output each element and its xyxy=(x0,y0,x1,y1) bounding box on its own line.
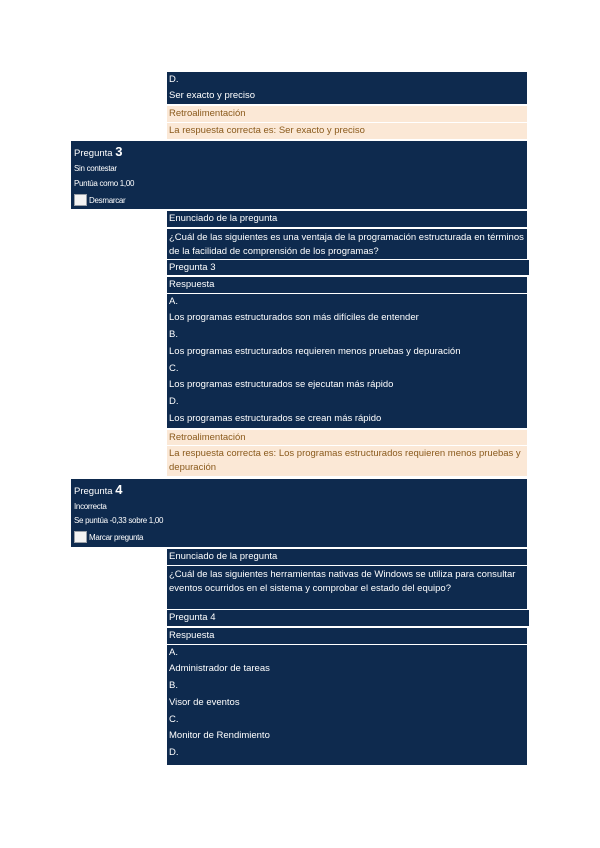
feedback-title: Retroalimentación xyxy=(167,106,527,122)
option-d-text[interactable]: Los programas estructurados se crean más rápido xyxy=(167,411,527,428)
question-info-4 xyxy=(71,479,527,547)
question-score: Puntúa como 1,00 xyxy=(74,179,135,188)
question-status: Incorrecta xyxy=(74,502,107,511)
statement-title: Enunciado de la pregunta xyxy=(167,549,527,565)
option-d-letter: D. xyxy=(167,745,527,765)
question-label: Pregunta 3 xyxy=(167,260,529,275)
question-status: Sin contestar xyxy=(74,164,117,173)
option-b-letter: B. xyxy=(167,678,527,695)
feedback-text: La respuesta correcta es: Ser exacto y preciso xyxy=(167,123,527,139)
question-score: Se puntúa -0,33 sobre 1,00 xyxy=(74,516,164,525)
question-number-label: Pregunta 4 xyxy=(74,482,123,497)
feedback-title: Retroalimentación xyxy=(167,430,527,445)
option-c-letter: C. xyxy=(167,712,527,728)
statement-text: ¿Cuál de las siguientes herramientas nativas de Windows se utiliza para consultar eventos ocurridos en el sistema y comprobar el estado del equipo? xyxy=(167,566,527,609)
option-a-text[interactable]: Administrador de tareas xyxy=(167,661,527,678)
option-c-text[interactable]: Los programas estructurados se ejecutan más rápido xyxy=(167,377,527,394)
question-info-3 xyxy=(71,141,527,209)
question-label: Pregunta 4 xyxy=(167,610,529,626)
feedback-text: La respuesta correcta es: Los programas estructurados requieren menos pruebas y depuración xyxy=(167,446,527,476)
option-a-letter: A. xyxy=(167,294,527,310)
question-number-label: Pregunta 3 xyxy=(74,144,123,159)
option-b-text[interactable]: Los programas estructurados requieren menos pruebas y depuración xyxy=(167,344,527,361)
option-b-text[interactable]: Visor de eventos xyxy=(167,695,527,712)
statement-text: ¿Cuál de las siguientes es una ventaja de la programación estructurada en términos de la facilidad de comprensión de los programas? xyxy=(167,229,527,259)
option-d-text[interactable]: Ser exacto y preciso xyxy=(167,88,527,104)
answer-label: Respuesta xyxy=(167,628,527,644)
option-d-letter: D. xyxy=(167,394,527,411)
option-c-text[interactable]: Monitor de Rendimiento xyxy=(167,728,527,745)
flag-checkbox-icon[interactable] xyxy=(74,194,87,206)
flag-label: Desmarcar xyxy=(89,195,126,205)
option-a-text[interactable]: Los programas estructurados son más difíciles de entender xyxy=(167,310,527,327)
flag-checkbox-icon[interactable] xyxy=(74,531,87,543)
flag-question-button[interactable] xyxy=(74,194,125,206)
option-a-letter: A. xyxy=(167,645,527,661)
option-c-letter: C. xyxy=(167,361,527,377)
flag-label: Marcar pregunta xyxy=(89,532,144,542)
option-d-letter: D. xyxy=(167,72,527,88)
statement-title: Enunciado de la pregunta xyxy=(167,211,527,227)
answer-label: Respuesta xyxy=(167,277,527,293)
option-b-letter: B. xyxy=(167,327,527,344)
flag-question-button[interactable] xyxy=(74,531,143,543)
